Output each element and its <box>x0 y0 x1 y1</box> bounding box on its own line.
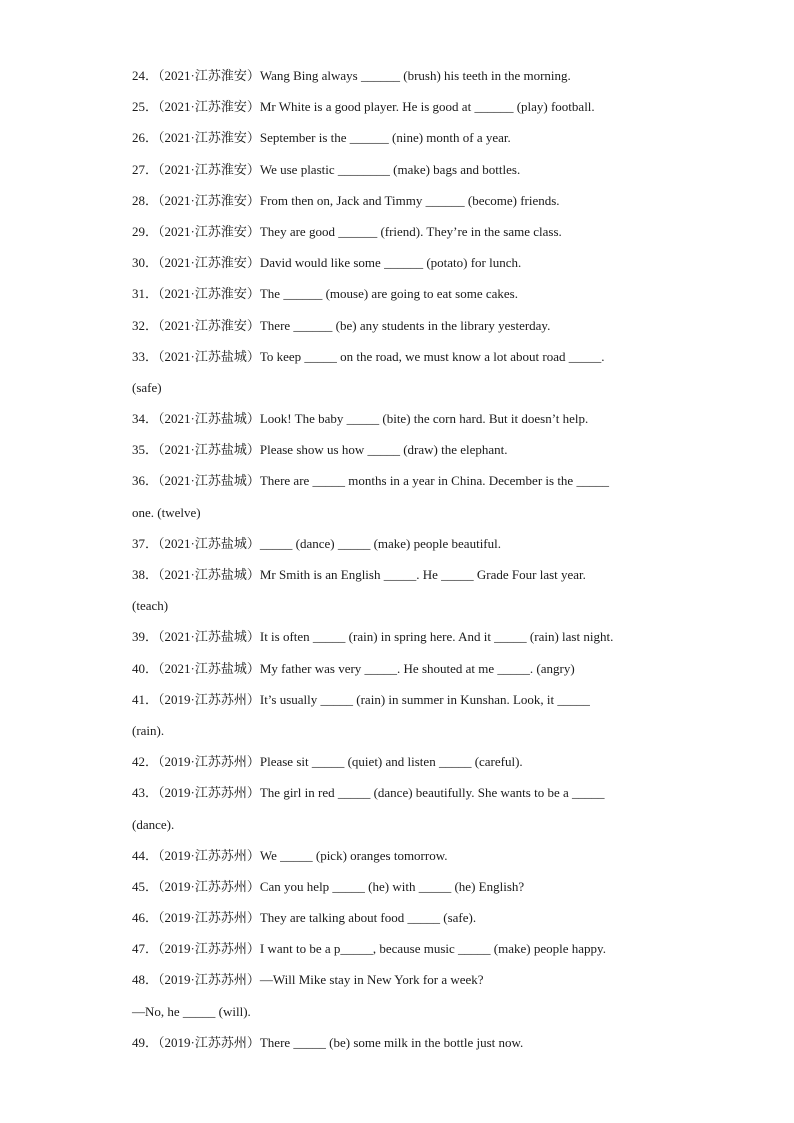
question-source: （2021·江苏盐城） <box>158 567 260 582</box>
question-text: There are _____ months in a year in China. December is the _____ <box>259 473 609 489</box>
question-source: （2021·江苏盐城） <box>158 442 260 458</box>
question-source: （2021·江苏盐城） <box>158 660 260 676</box>
question-line <box>132 341 662 372</box>
question-number: 24． <box>132 68 159 83</box>
question-number: 39． <box>132 629 159 645</box>
question-source: （2021·江苏淮安） <box>158 99 260 115</box>
question-text: David would like some ______ (potato) for lunch. <box>259 255 522 271</box>
question-text: They are good ______ (friend). They’re in the same class. <box>259 223 562 239</box>
question-line <box>132 465 662 496</box>
question-number: 30． <box>132 255 159 271</box>
question-source: （2021·江苏盐城） <box>158 629 260 645</box>
question-source: （2021·江苏盐城） <box>158 535 260 551</box>
question-number: 31． <box>132 286 159 302</box>
question-text: From then on, Jack and Timmy ______ (become) friends. <box>259 192 560 208</box>
question-text: Can you help _____ (he) with _____ (he) English? <box>259 878 525 894</box>
question-line <box>132 777 662 808</box>
question-text: There _____ (be) some milk in the bottle just now. <box>259 1034 524 1050</box>
question-continuation: (teach) <box>132 598 169 614</box>
question-line <box>132 403 662 434</box>
question-number: 44． <box>132 847 159 863</box>
question-text: To keep _____ on the road, we must know a lot about road _____. <box>259 348 605 364</box>
question-line <box>132 60 662 91</box>
question-number: 36． <box>132 473 159 489</box>
question-number: 28． <box>132 192 159 208</box>
question-line <box>132 1027 662 1058</box>
question-source: （2021·江苏淮安） <box>158 317 260 333</box>
question-continuation: (safe) <box>132 379 162 395</box>
question-source: （2021·江苏淮安） <box>158 130 260 146</box>
question-continuation: (rain). <box>132 722 165 738</box>
question-source: （2019·江苏苏州） <box>158 941 260 957</box>
question-text: Wang Bing always ______ (brush) his teeth in the morning. <box>259 68 571 83</box>
question-line <box>132 154 662 185</box>
question-number: 48． <box>132 972 159 988</box>
question-text: They are talking about food _____ (safe). <box>259 910 477 926</box>
question-line <box>132 871 662 902</box>
question-number: 25． <box>132 99 159 115</box>
question-text: Look! The baby _____ (bite) the corn hard. But it doesn’t help. <box>259 411 589 427</box>
question-line <box>132 528 662 559</box>
question-number: 43． <box>132 785 159 801</box>
question-text: My father was very _____. He shouted at me _____. (angry) <box>259 660 575 676</box>
question-line <box>132 216 662 247</box>
question-number: 38． <box>132 567 159 582</box>
question-source: （2019·江苏苏州） <box>158 847 260 863</box>
question-text: —Will Mike stay in New York for a week? <box>259 972 484 988</box>
question-line <box>132 653 662 684</box>
question-line <box>132 122 662 153</box>
question-number: 47． <box>132 941 159 957</box>
question-source: （2019·江苏苏州） <box>158 754 260 770</box>
question-source: （2021·江苏淮安） <box>158 255 260 271</box>
question-source: （2019·江苏苏州） <box>158 972 260 988</box>
question-number: 42． <box>132 754 159 770</box>
question-number: 29． <box>132 223 159 239</box>
question-number: 41． <box>132 691 159 707</box>
question-source: （2021·江苏淮安） <box>158 286 260 302</box>
question-source: （2019·江苏苏州） <box>158 691 260 707</box>
question-line <box>132 434 662 465</box>
question-line <box>132 684 662 715</box>
question-line <box>132 840 662 871</box>
question-continuation: (dance). <box>132 816 175 832</box>
question-number: 46． <box>132 910 159 926</box>
question-text: The girl in red _____ (dance) beautifully. She wants to be a _____ <box>259 785 605 801</box>
question-source: （2021·江苏盐城） <box>158 348 260 364</box>
question-source: （2021·江苏盐城） <box>158 411 260 427</box>
question-number: 26． <box>132 130 159 146</box>
question-text: It’s usually _____ (rain) in summer in Kunshan. Look, it _____ <box>259 691 590 707</box>
question-line <box>132 746 662 777</box>
question-line <box>132 621 662 652</box>
question-line <box>132 278 662 309</box>
question-continuation: one. (twelve) <box>132 504 201 520</box>
question-text: We use plastic ________ (make) bags and bottles. <box>259 161 521 177</box>
question-source: （2021·江苏淮安） <box>158 192 260 208</box>
question-text: We _____ (pick) oranges tomorrow. <box>259 847 448 863</box>
question-text: I want to be a p_____, because music _____ (make) people happy. <box>259 941 606 957</box>
question-source: （2021·江苏盐城） <box>158 473 260 489</box>
question-text: Please show us how _____ (draw) the elephant. <box>259 442 508 458</box>
question-number: 40． <box>132 660 159 676</box>
question-text: Mr White is a good player. He is good at ______ (play) football. <box>259 99 595 115</box>
question-source: （2019·江苏苏州） <box>158 785 260 801</box>
question-continuation: —No, he _____ (will). <box>132 1003 251 1019</box>
question-text: _____ (dance) _____ (make) people beautiful. <box>259 535 501 551</box>
question-line <box>132 559 662 590</box>
question-number: 37． <box>132 535 159 551</box>
question-line <box>132 185 662 216</box>
question-list <box>132 60 662 1058</box>
question-number: 33． <box>132 348 159 364</box>
question-line <box>132 964 662 995</box>
question-source: （2019·江苏苏州） <box>158 910 260 926</box>
question-text: The ______ (mouse) are going to eat some cakes. <box>259 286 518 302</box>
question-source: （2021·江苏淮安） <box>158 68 260 83</box>
question-line <box>132 247 662 278</box>
question-number: 34． <box>132 411 159 427</box>
question-number: 49． <box>132 1034 159 1050</box>
question-text: Mr Smith is an English _____. He _____ Grade Four last year. <box>259 567 586 582</box>
question-number: 35． <box>132 442 159 458</box>
question-text: It is often _____ (rain) in spring here. And it _____ (rain) last night. <box>259 629 614 645</box>
question-text: There ______ (be) any students in the library yesterday. <box>259 317 551 333</box>
question-number: 32． <box>132 317 159 333</box>
question-line <box>132 902 662 933</box>
question-source: （2019·江苏苏州） <box>158 878 260 894</box>
question-text: September is the ______ (nine) month of a year. <box>259 130 511 146</box>
question-source: （2021·江苏淮安） <box>158 161 260 177</box>
question-line <box>132 310 662 341</box>
question-text: Please sit _____ (quiet) and listen _____ (careful). <box>259 754 523 770</box>
question-number: 27． <box>132 161 159 177</box>
question-source: （2019·江苏苏州） <box>158 1034 260 1050</box>
question-line <box>132 933 662 964</box>
question-source: （2021·江苏淮安） <box>158 223 260 239</box>
question-line <box>132 91 662 122</box>
question-number: 45． <box>132 878 159 894</box>
